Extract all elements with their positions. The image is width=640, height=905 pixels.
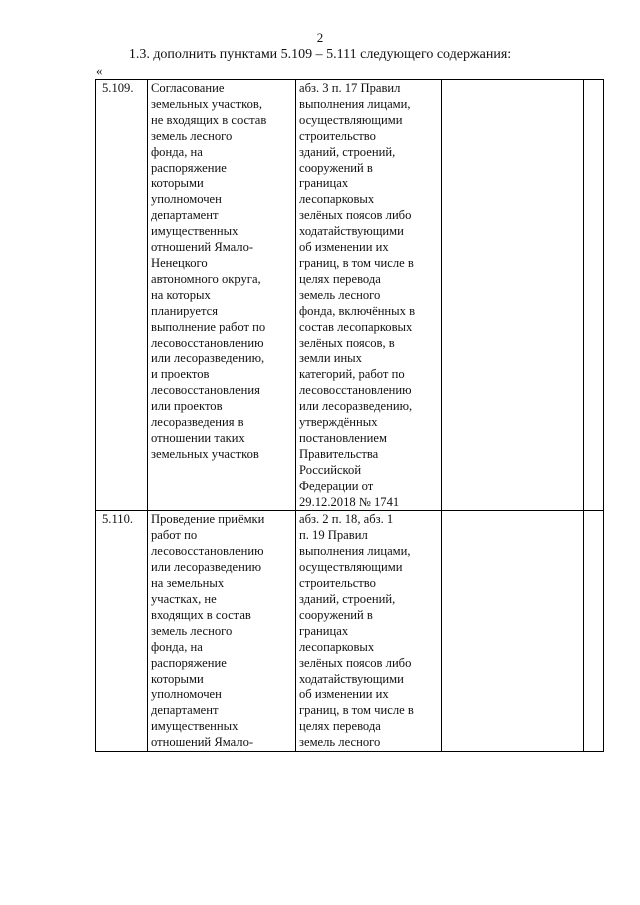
legal-basis-cell xyxy=(296,511,442,752)
text-line: состав лесопарковых xyxy=(299,319,413,334)
opening-quote: « xyxy=(96,63,103,78)
text-line: распоряжение xyxy=(151,655,227,670)
text-line: входящих в состав xyxy=(151,607,251,622)
text-line: Правительства xyxy=(299,446,379,461)
text-line: лесовосстановления xyxy=(151,383,260,398)
page-number: 2 xyxy=(316,30,324,45)
text-line: или лесоразведению, xyxy=(151,351,265,366)
text-line: утверждённых xyxy=(299,415,378,430)
text-line: фонда, на xyxy=(151,639,203,654)
text-line: лесоразведения в xyxy=(151,415,244,430)
text-line: уполномочен xyxy=(151,192,222,207)
text-line: имущественных xyxy=(151,224,239,239)
empty-cell xyxy=(442,80,584,511)
services-table xyxy=(95,79,604,752)
text-line: которыми xyxy=(151,671,204,686)
text-line: работ по xyxy=(151,528,198,543)
text-line: земли иных xyxy=(299,351,362,366)
table-row xyxy=(96,80,604,511)
item-number: 5.109. xyxy=(96,80,148,511)
service-name-cell xyxy=(148,80,296,511)
text-line: фонда, включённых в xyxy=(299,303,416,318)
text-line: Ненецкого xyxy=(151,255,208,270)
text-line: зелёных поясов, в xyxy=(299,335,395,350)
text-line: зелёных поясов либо xyxy=(299,208,412,223)
text-line: осуществляющими xyxy=(299,560,403,575)
text-line: лесопарковых xyxy=(299,639,375,654)
empty-narrow-cell xyxy=(584,80,604,511)
text-line: или лесоразведению xyxy=(151,560,262,575)
text-line: границах xyxy=(299,623,349,638)
text-line: земельных участков, xyxy=(151,96,262,111)
text-line: зданий, строений, xyxy=(299,144,396,159)
text-line: отношений Ямало- xyxy=(151,735,254,750)
text-line: распоряжение xyxy=(151,160,227,175)
table-row xyxy=(96,511,604,752)
text-line: п. 19 Правил xyxy=(299,528,368,543)
text-line: Российской xyxy=(299,462,362,477)
text-line: планируется xyxy=(151,303,218,318)
text-line: зданий, строений, xyxy=(299,592,396,606)
text-line: Федерации от xyxy=(299,478,374,493)
text-line: земельных участков xyxy=(151,446,259,461)
text-line: выполнение работ по xyxy=(151,319,266,334)
text-line: сооружений в xyxy=(299,160,373,175)
text-line: не входящих в состав xyxy=(151,112,267,127)
text-line: лесовосстановлению xyxy=(299,383,412,398)
text-line: сооружений в xyxy=(299,607,373,622)
text-line: выполнения лицами, xyxy=(299,544,411,559)
empty-cell xyxy=(442,511,584,752)
text-line: и проектов xyxy=(151,367,210,382)
text-line: об изменении их xyxy=(299,687,389,702)
text-line: земель лесного xyxy=(151,128,233,143)
text-line: ходатайствующими xyxy=(299,671,404,686)
text-line: Проведение приёмки xyxy=(151,512,265,527)
text-line: целях перевода xyxy=(299,271,381,286)
text-line: участках, не xyxy=(151,592,217,606)
text-line: лесовосстановлению xyxy=(151,544,264,559)
text-line: или проектов xyxy=(151,399,223,414)
text-line: имущественных xyxy=(151,719,239,734)
text-line: автономного округа, xyxy=(151,271,261,286)
empty-narrow-cell xyxy=(584,511,604,752)
text-line: уполномочен xyxy=(151,687,222,702)
text-line: абз. 3 п. 17 Правил xyxy=(299,81,401,95)
service-name-cell xyxy=(148,511,296,752)
text-line: выполнения лицами, xyxy=(299,96,411,111)
text-line: департамент xyxy=(151,703,219,718)
text-line: Согласование xyxy=(151,81,225,95)
text-line: фонда, на xyxy=(151,144,203,159)
text-line: зелёных поясов либо xyxy=(299,655,412,670)
text-line: ходатайствующими xyxy=(299,224,404,239)
text-line: строительство xyxy=(299,576,376,591)
text-line: отношений Ямало- xyxy=(151,240,254,255)
text-line: об изменении их xyxy=(299,240,389,255)
text-line: лесопарковых xyxy=(299,192,375,207)
text-line: земель лесного xyxy=(299,287,381,302)
text-line: или лесоразведению, xyxy=(299,399,413,414)
text-line: на земельных xyxy=(151,576,225,591)
text-line: границах xyxy=(299,176,349,191)
text-line: департамент xyxy=(151,208,219,223)
text-line: лесовосстановлению xyxy=(151,335,264,350)
text-line: постановлением xyxy=(299,430,387,445)
text-line: границ, в том числе в xyxy=(299,703,414,718)
text-line: на которых xyxy=(151,287,211,302)
text-line: категорий, работ по xyxy=(299,367,405,382)
text-line: земель лесного xyxy=(299,735,381,750)
text-line: 29.12.2018 № 1741 xyxy=(299,494,400,509)
text-line: осуществляющими xyxy=(299,112,403,127)
item-number: 5.110. xyxy=(96,511,148,752)
text-line: целях перевода xyxy=(299,719,381,734)
amendment-intro: 1.3. дополнить пунктами 5.109 – 5.111 следующего содержания: xyxy=(128,47,512,62)
text-line: строительство xyxy=(299,128,376,143)
text-line: земель лесного xyxy=(151,623,233,638)
text-line: которыми xyxy=(151,176,204,191)
legal-basis-cell xyxy=(296,80,442,511)
text-line: абз. 2 п. 18, абз. 1 xyxy=(299,512,394,527)
text-line: границ, в том числе в xyxy=(299,255,414,270)
text-line: отношении таких xyxy=(151,430,245,445)
